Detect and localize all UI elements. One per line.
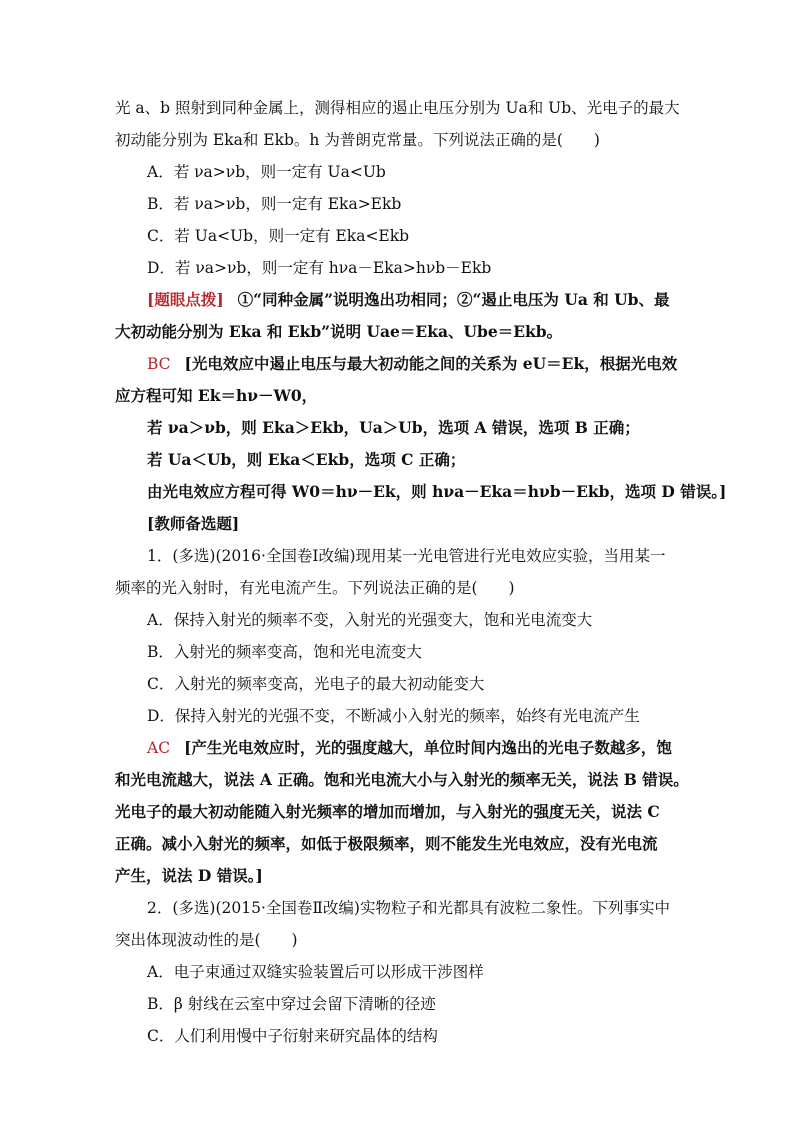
answer-line: 产生，说法 D 错误。] — [115, 866, 263, 885]
answer-line: 若 Ua＜Ub，则 Eka＜Ekb，选项 C 正确； — [147, 450, 466, 469]
answer-line — [147, 354, 677, 374]
hint-text: ①“同种金属”说明逸出功相同；②“遏止电压为 Ua 和 Ub、最 — [237, 290, 670, 309]
answer-line: 由光电效应方程可得 W0＝hν－Ek，则 hνa－Eka＝hνb－Ekb，选项 D 错误。] — [147, 482, 727, 501]
problem-option-a: A．保持入射光的频率不变，入射光的光强变大，饱和光电流变大 — [147, 611, 593, 629]
problem-option-c: C．人们利用慢中子衍射来研究晶体的结构 — [147, 1027, 438, 1045]
problem-option-d: D．保持入射光的光强不变，不断减小入射光的频率，始终有光电流产生 — [147, 707, 640, 725]
question-option-d: D．若 νa>νb，则一定有 hνa－Eka>hνb－Ekb — [147, 259, 492, 277]
hint-line: 大初动能分别为 Eka 和 Ekb”说明 Uae＝Eka、Ube＝Ekb。 — [115, 322, 563, 341]
answer-line: 正确。减小入射光的频率，如低于极限频率，则不能发生光电效应，没有光电流 — [115, 834, 658, 853]
problem-option-b: B．β 射线在云室中穿过会留下清晰的径迹 — [147, 995, 436, 1013]
answer-line — [147, 738, 672, 758]
question-option-b: B．若 νa>νb，则一定有 Eka>Ekb — [147, 195, 402, 213]
answer-text: [产生光电效应时，光的强度越大，单位时间内逸出的光电子数越多，饱 — [184, 738, 672, 757]
answer-line: 和光电流越大，说法 A 正确。饱和光电流大小与入射光的频率无关，说法 B 错误。 — [115, 770, 689, 789]
question-option-a: A．若 νa>νb，则一定有 Ua<Ub — [147, 163, 386, 181]
problem-option-b: B．入射光的频率变高，饱和光电流变大 — [147, 643, 422, 661]
answer-line: 若 νa＞νb，则 Eka＞Ekb，Ua＞Ub，选项 A 错误，选项 B 正确； — [147, 418, 640, 437]
question-stem-line: 初动能分别为 Eka和 Ekb。h 为普朗克常量。下列说法正确的是( ) — [115, 131, 600, 149]
problem-option-c: C．入射光的频率变高，光电子的最大初动能变大 — [147, 675, 485, 693]
section-heading: [教师备选题] — [147, 514, 240, 533]
answer-text: [光电效应中遏止电压与最大初动能之间的关系为 eU＝Ek，根据光电效 — [184, 354, 678, 373]
answer-key: BC — [147, 355, 171, 373]
answer-key: AC — [147, 739, 171, 757]
answer-line: 应方程可知 Ek＝hν－W0， — [115, 386, 318, 405]
answer-line: 光电子的最大初动能随入射光频率的增加而增加，与入射光的强度无关，说法 C — [115, 802, 660, 821]
hint-tag: [题眼点拨] — [147, 290, 224, 309]
question-option-c: C．若 Ua<Ub，则一定有 Eka<Ekb — [147, 227, 410, 245]
problem-stem-line: 频率的光入射时，有光电流产生。下列说法正确的是( ) — [115, 579, 515, 597]
question-stem-line: 光 a、b 照射到同种金属上，测得相应的遏止电压分别为 Ua和 Ub、光电子的最大 — [115, 99, 680, 117]
problem-stem-line: 1．(多选)(2016·全国卷Ⅰ改编)现用某一光电管进行光电效应实验，当用某一 — [147, 547, 666, 565]
hint-line — [147, 290, 670, 310]
problem-option-a: A．电子束通过双缝实验装置后可以形成干涉图样 — [147, 963, 484, 981]
problem-stem-line: 2．(多选)(2015·全国卷Ⅱ改编)实物粒子和光都具有波粒二象性。下列事实中 — [147, 899, 670, 917]
problem-stem-line: 突出体现波动性的是( ) — [115, 931, 298, 949]
